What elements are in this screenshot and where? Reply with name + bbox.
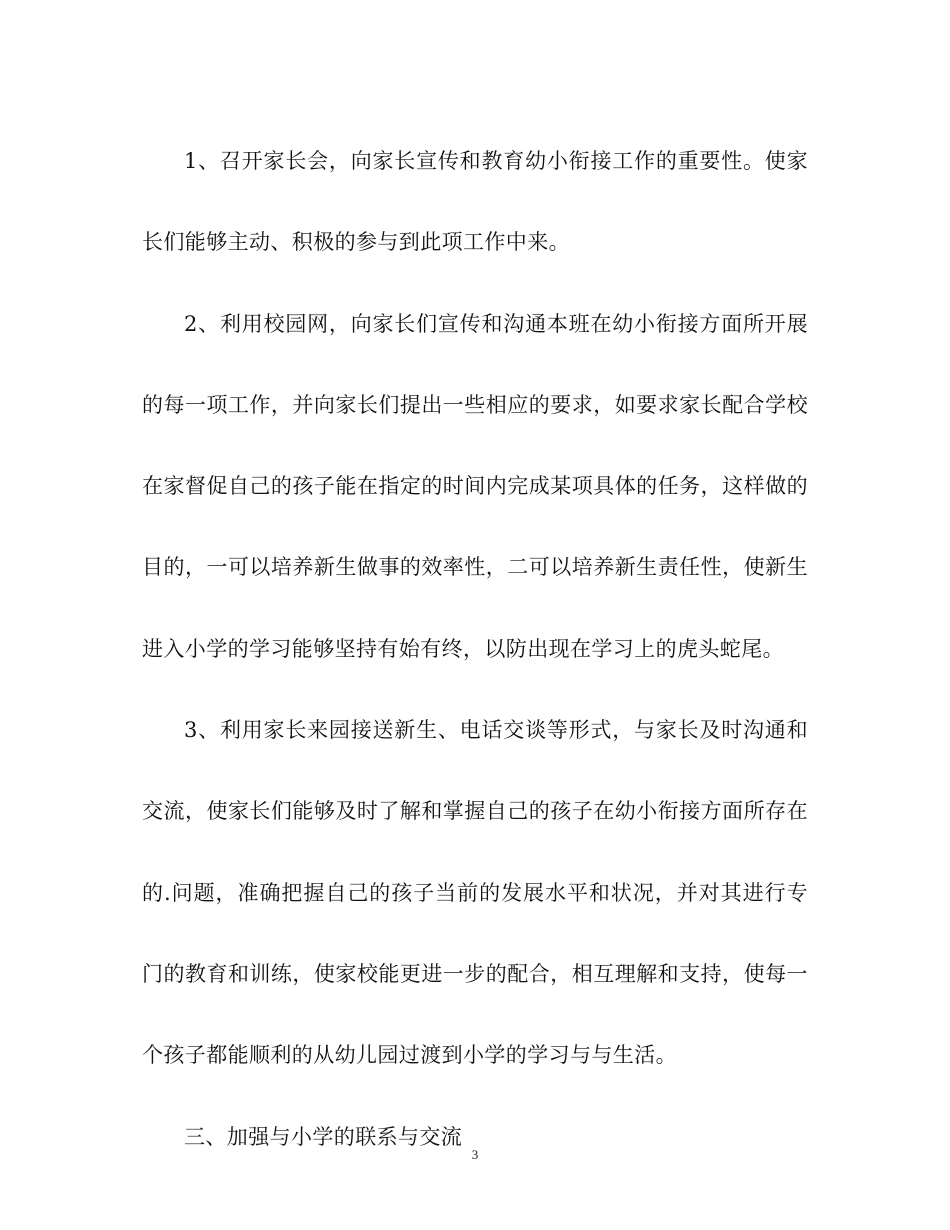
document-body — [142, 121, 808, 1178]
paragraph-parent-meeting: 1、召开家长会，向家长宣传和教育幼小衔接工作的重要性。使家长们能够主动、积极的参与到此项工作中来。 — [142, 149, 808, 255]
page-number: 3 — [471, 1147, 479, 1162]
section-heading: 三、加强与小学的联系与交流 — [184, 1124, 463, 1149]
paragraph-school-website: 2、利用校园网，向家长们宣传和沟通本班在幼小衔接方面所开展的每一项工作，并向家长们提出一些相应的要求，如要求家长配合学校在家督促自己的孩子能在指定的时间内完成某项具体的任务，这样做的目的，一可以培养新生做事的效率性，二可以培养新生责任性，使新生进入小学的学习能够坚持有始有终，以防出现在学习上的虎头蛇尾。 — [142, 311, 808, 661]
paragraph-parent-communication: 3、利用家长来园接送新生、电话交谈等形式，与家长及时沟通和交流，使家长们能够及时了解和掌握自己的孩子在幼小衔接方面所存在的.问题，准确把握自己的孩子当前的发展水平和状况，并对其进行专门的教育和训练，使家校能更进一步的配合，相互理解和支持，使每一个孩子都能顺利的从幼儿园过渡到小学的学习与与生活。 — [142, 718, 808, 1068]
